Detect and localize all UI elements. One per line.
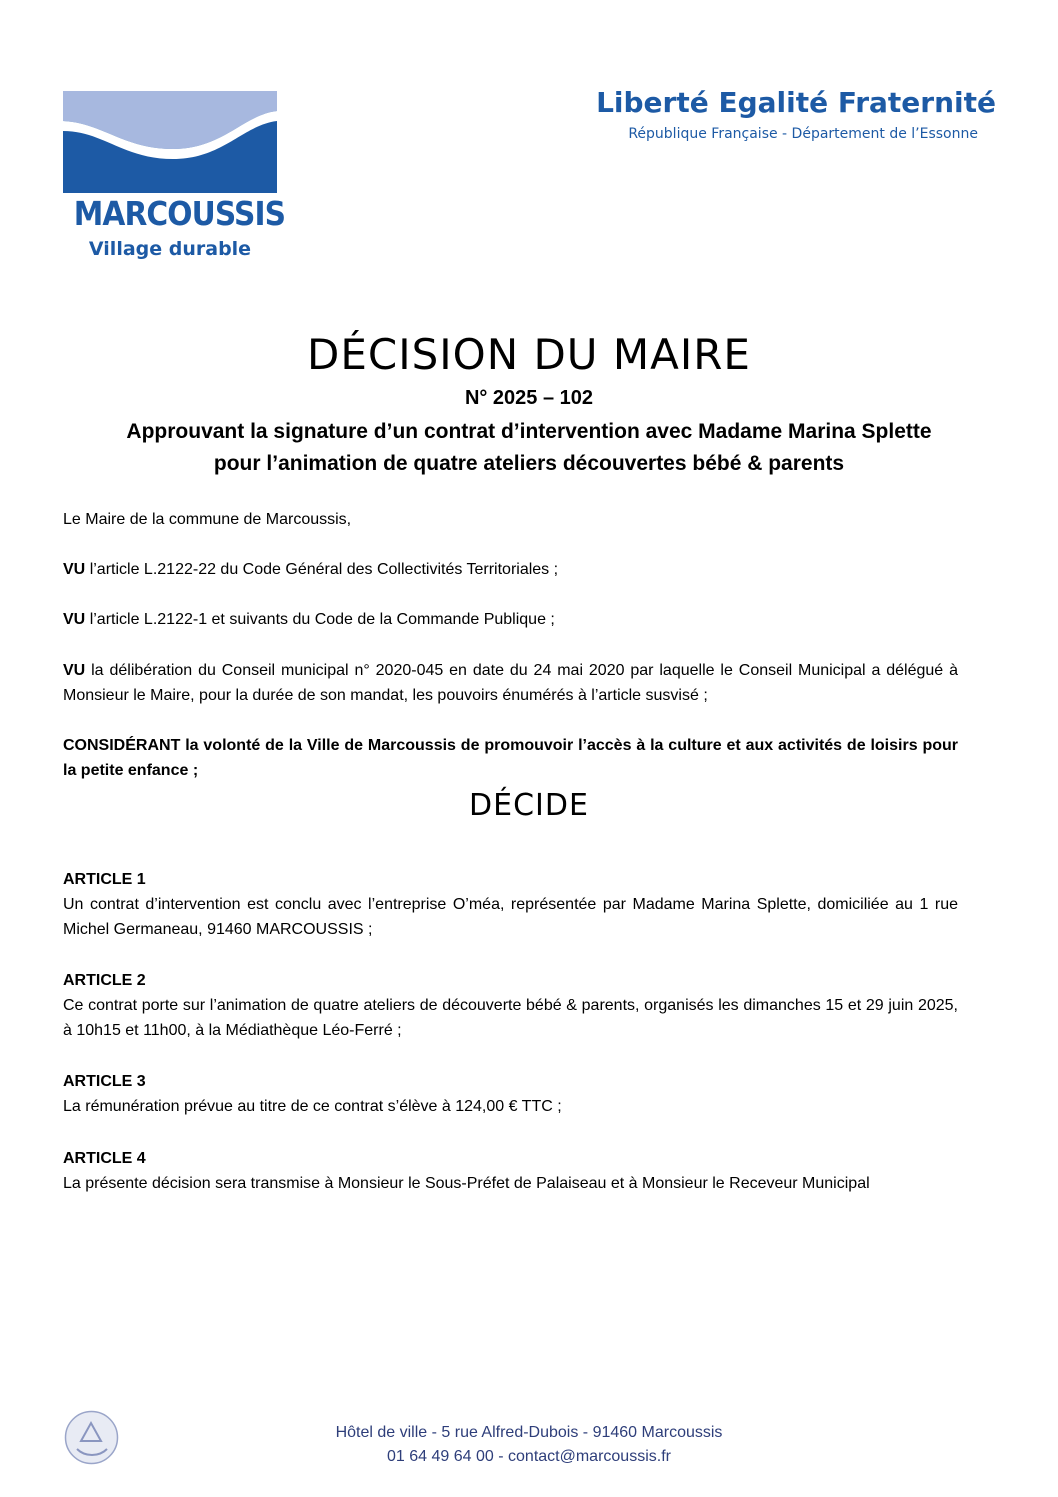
decision-subject-line-2: pour l’animation de quatre ateliers découvertes bébé & parents [213, 452, 845, 475]
article-heading: ARTICLE 3 [63, 1073, 146, 1090]
article-2 [63, 968, 958, 1043]
logo-tagline: Village durable [88, 238, 252, 260]
logo-name: MARCOUSSIS [73, 194, 286, 233]
article-heading: ARTICLE 2 [63, 972, 146, 989]
vu-text: la délibération du Conseil municipal n° 2020-045 en date du 24 mai 2020 par laquelle le Conseil Municipal a délégué à Monsieur le Maire, pour la durée de son mandat, les pouvoirs énumérés à l’article susvisé ; [63, 662, 958, 704]
article-4 [63, 1146, 958, 1196]
republic-department: République Française - Département de l’Essonne [628, 126, 978, 142]
decision-subject-line-1: Approuvant la signature d’un contrat d’intervention avec Madame Marina Splette [126, 420, 932, 443]
article-text: La rémunération prévue au titre de ce contrat s’élève à 124,00 € TTC ; [63, 1098, 562, 1115]
vu-keyword: VU [63, 561, 86, 578]
vu-clause-1 [63, 557, 958, 582]
article-text: Un contrat d’intervention est conclu avec l’entreprise O’méa, représentée par Madame Marina Splette, domiciliée au 1 rue Michel Germaneau, 91460 MARCOUSSIS ; [63, 896, 958, 938]
vu-clause-2 [63, 607, 958, 632]
decision-number: N° 2025 – 102 [464, 387, 594, 409]
vu-keyword: VU [63, 611, 86, 628]
article-heading: ARTICLE 1 [63, 871, 146, 888]
marcoussis-logo [63, 91, 286, 266]
article-text: Ce contrat porte sur l’animation de quatre ateliers de découverte bébé & parents, organisés les dimanches 15 et 29 juin 2025, à 10h15 et 11h00, à la Médiathèque Léo-Ferré ; [63, 997, 958, 1039]
logo-wave-emblem [63, 91, 277, 193]
footer-address: Hôtel de ville - 5 rue Alfred-Dubois - 91460 Marcoussis [335, 1424, 723, 1441]
page-title: DÉCISION DU MAIRE [307, 330, 751, 379]
considerant-clause [63, 733, 958, 783]
vu-text: l’article L.2122-22 du Code Général des Collectivités Territoriales ; [89, 561, 559, 578]
decide-heading: DÉCIDE [469, 788, 589, 823]
vu-clause-3 [63, 658, 958, 708]
article-text: La présente décision sera transmise à Monsieur le Sous-Préfet de Palaiseau et à Monsieur le Receveur Municipal [63, 1175, 870, 1192]
article-1 [63, 867, 958, 942]
considerant-text: CONSIDÉRANT la volonté de la Ville de Marcoussis de promouvoir l’accès à la culture et aux activités de loisirs pour la petite enfance ; [63, 737, 958, 779]
intro-text: Le Maire de la commune de Marcoussis, [63, 511, 352, 528]
article-heading: ARTICLE 4 [63, 1150, 146, 1167]
footer-contact: 01 64 49 64 00 - contact@marcoussis.fr [387, 1448, 671, 1465]
article-3 [63, 1069, 958, 1119]
vu-keyword: VU [63, 662, 86, 679]
republic-motto: Liberté Egalité Fraternité [596, 86, 996, 119]
vu-text: l’article L.2122-1 et suivants du Code de la Commande Publique ; [89, 611, 555, 628]
